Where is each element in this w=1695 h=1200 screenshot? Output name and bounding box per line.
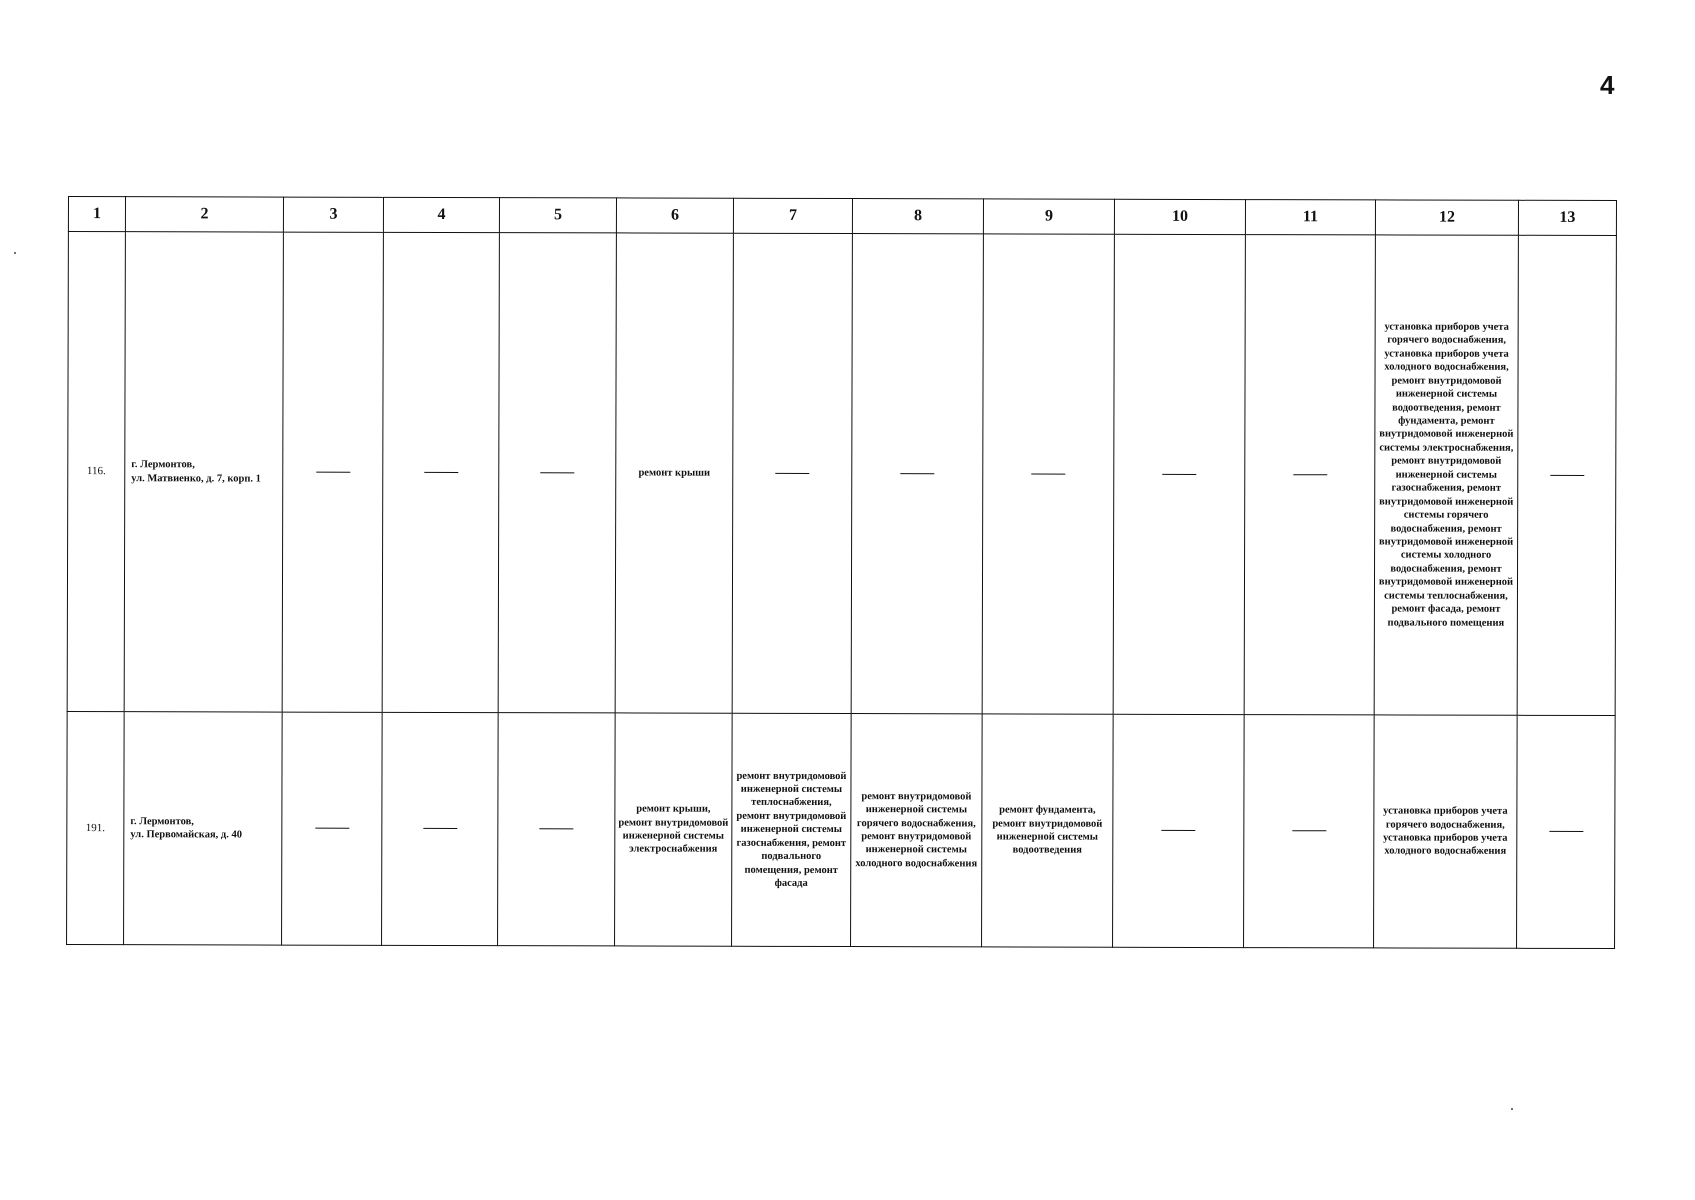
column-header: 13 [1518, 200, 1616, 235]
scan-speck [14, 252, 16, 254]
empty-cell [1244, 715, 1375, 948]
empty-cell [1517, 235, 1616, 715]
column-header: 11 [1245, 200, 1375, 235]
work-cell: ремонт внутридомовой инженерной системы горячего водоснабжения, ремонт внутридомовой инженерной системы холодного водоснабжения [851, 714, 983, 947]
page-number: 4 [1600, 70, 1615, 100]
dash-mark [1293, 474, 1327, 475]
column-header: 1 [68, 197, 125, 232]
empty-cell [382, 712, 499, 945]
dash-mark [423, 828, 457, 829]
column-header: 12 [1375, 200, 1518, 235]
table-row [67, 711, 1616, 948]
column-header: 7 [733, 198, 852, 233]
header-row [68, 197, 1616, 236]
dash-mark [900, 473, 934, 474]
dash-mark [316, 472, 350, 473]
column-header: 6 [616, 198, 733, 233]
column-header: 5 [499, 198, 616, 233]
work-cell: установка приборов учета горячего водоснабжения, установка приборов учета холодного водоснабжения, ремонт внутридомовой инженерной системы водоотведения, ремонт фундамента, ремонт внутридомовой инженерной системы электроснабжения, ремонт внутридомовой инженерной системы газоснабжения, ремонт внутридомовой инженерной системы горячего водоснабжения, ремонт внутридомовой инженерной системы холодного водоснабжения, ремонт внутридомовой инженерной системы теплоснабжения, ремонт фасада, ремонт подвального помещения [1374, 235, 1518, 715]
empty-cell [498, 713, 616, 946]
column-header: 10 [1114, 199, 1245, 234]
work-cell: ремонт фундамента, ремонт внутридомовой инженерной системы водоотведения [982, 714, 1114, 947]
dash-mark [1549, 831, 1583, 832]
work-cell: ремонт крыши, ремонт внутридомовой инженерной системы электроснабжения [615, 713, 733, 946]
address-city: г. Лермонтов, [130, 815, 194, 827]
column-header: 8 [852, 199, 983, 234]
empty-cell [1113, 234, 1245, 714]
table-row [67, 232, 1616, 716]
dash-mark [775, 473, 809, 474]
address-cell [124, 232, 283, 712]
row-number: 191. [67, 711, 125, 944]
dash-mark [1550, 475, 1584, 476]
column-header: 9 [983, 199, 1114, 234]
empty-cell [851, 234, 983, 714]
empty-cell [282, 232, 383, 712]
address-street: ул. Первомайская, д. 40 [130, 829, 242, 841]
work-cell: установка приборов учета горячего водоснабжения, установка приборов учета холодного водоснабжения [1374, 715, 1518, 948]
empty-cell [1244, 235, 1375, 715]
dash-mark [1161, 830, 1195, 831]
repair-schedule-table [66, 196, 1617, 949]
scan-speck [1511, 1108, 1513, 1110]
empty-cell [282, 712, 383, 945]
empty-cell [498, 233, 616, 713]
column-header: 2 [125, 197, 283, 232]
empty-cell [382, 232, 499, 712]
column-header: 4 [383, 197, 499, 232]
dash-mark [539, 829, 573, 830]
work-cell: ремонт внутридомовой инженерной системы теплоснабжения, ремонт внутридомовой инженерной системы газоснабжения, ремонт подвального помещения, ремонт фасада [732, 713, 852, 946]
address-cell [124, 712, 283, 945]
empty-cell [1517, 715, 1616, 948]
dash-mark [315, 828, 349, 829]
work-cell: ремонт крыши [615, 233, 733, 713]
dash-mark [1292, 831, 1326, 832]
dash-mark [424, 472, 458, 473]
dash-mark [1031, 473, 1065, 474]
empty-cell [982, 234, 1114, 714]
empty-cell [1113, 714, 1245, 947]
row-number: 116. [67, 232, 125, 712]
column-header: 3 [283, 197, 383, 232]
empty-cell [732, 233, 852, 713]
address-city: г. Лермонтов, [131, 459, 195, 471]
dash-mark [1162, 474, 1196, 475]
address-street: ул. Матвиенко, д. 7, корп. 1 [131, 472, 261, 485]
dash-mark [540, 472, 574, 473]
